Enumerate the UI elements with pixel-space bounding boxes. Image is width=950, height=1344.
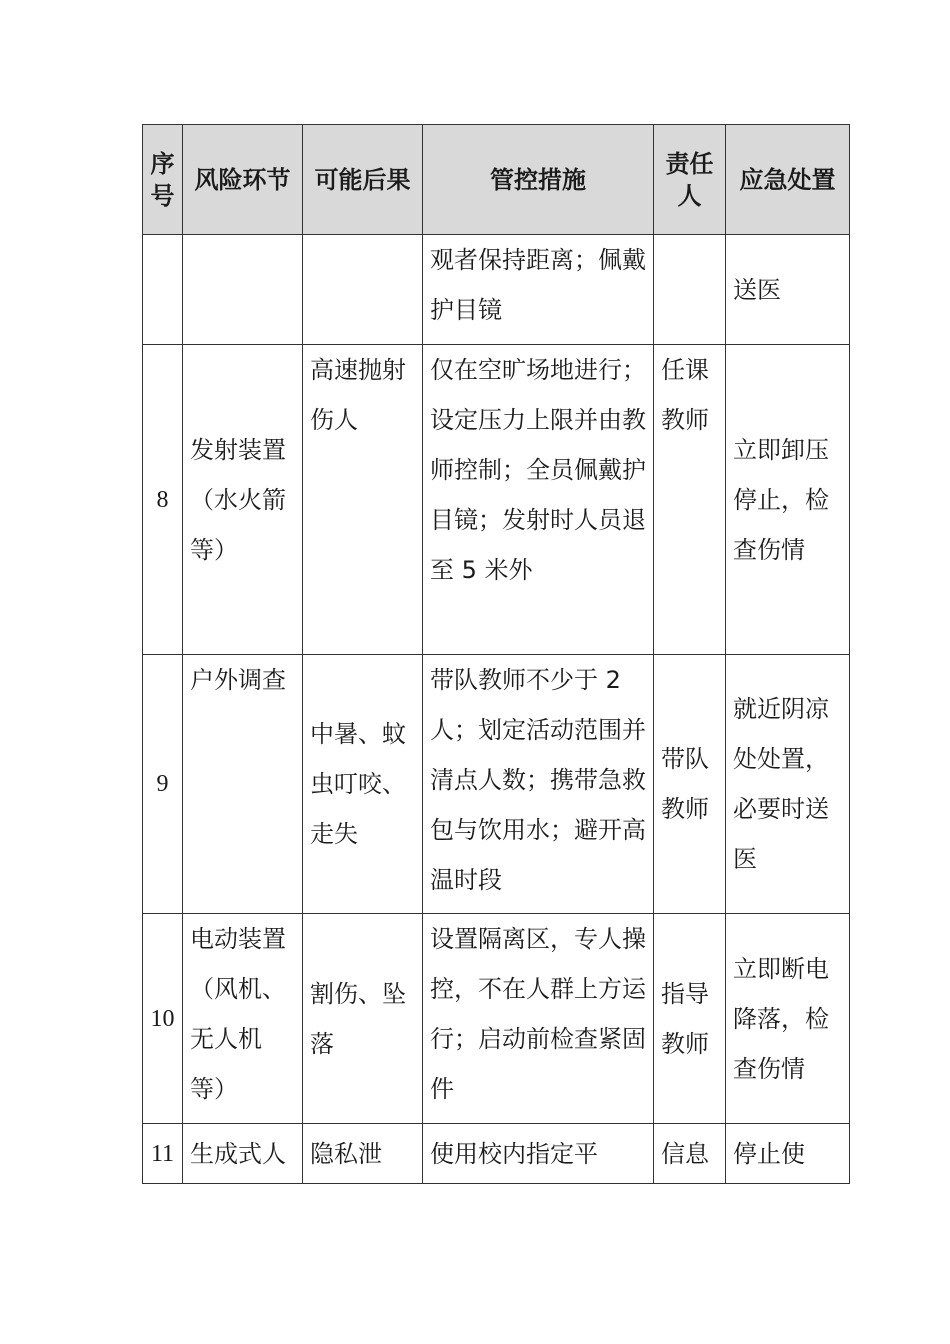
cell-owner: 带队教师 [654,655,726,914]
cell-response: 立即卸压停止，检查伤情 [726,345,850,655]
header-consequence: 可能后果 [303,125,423,235]
header-measures: 管控措施 [423,125,654,235]
cell-consequence: 割伤、坠落 [303,914,423,1124]
cell-owner: 指导教师 [654,914,726,1124]
cell-stage: 户外调查 [183,655,303,914]
cell-no: 11 [143,1124,183,1184]
cell-measures: 观者保持距离；佩戴护目镜 [423,235,654,345]
cell-no: 8 [143,345,183,655]
cell-response: 送医 [726,235,850,345]
cell-measures: 带队教师不少于 2 人；划定活动范围并清点人数；携带急救包与饮用水；避开高温时段 [423,655,654,914]
table-header-row [143,125,850,235]
table-row [143,345,850,655]
cell-stage [183,235,303,345]
table-row [143,235,850,345]
cell-consequence [303,235,423,345]
table-row [143,1124,850,1184]
cell-consequence: 中暑、蚊虫叮咬、走失 [303,655,423,914]
cell-stage: 生成式人 [183,1124,303,1184]
header-risk-stage: 风险环节 [183,125,303,235]
cell-consequence: 高速抛射伤人 [303,345,423,655]
cell-response: 停止使 [726,1124,850,1184]
cell-measures: 仅在空旷场地进行；设定压力上限并由教师控制；全员佩戴护目镜；发射时人员退至 5 米外 [423,345,654,655]
cell-owner: 任课教师 [654,345,726,655]
cell-no [143,235,183,345]
cell-no: 9 [143,655,183,914]
cell-response: 就近阴凉处处置，必要时送医 [726,655,850,914]
cell-stage: 发射装置（水火箭等） [183,345,303,655]
table-row [143,655,850,914]
cell-response: 立即断电降落，检查伤情 [726,914,850,1124]
table-row [143,914,850,1124]
cell-owner [654,235,726,345]
header-owner: 责任人 [654,125,726,235]
risk-control-table [142,124,850,1184]
cell-no: 10 [143,914,183,1124]
cell-owner: 信息 [654,1124,726,1184]
header-response: 应急处置 [726,125,850,235]
cell-measures: 设置隔离区，专人操控，不在人群上方运行；启动前检查紧固件 [423,914,654,1124]
header-no: 序号 [143,125,183,235]
cell-measures: 使用校内指定平 [423,1124,654,1184]
cell-consequence: 隐私泄 [303,1124,423,1184]
cell-stage: 电动装置（风机、无人机等） [183,914,303,1124]
